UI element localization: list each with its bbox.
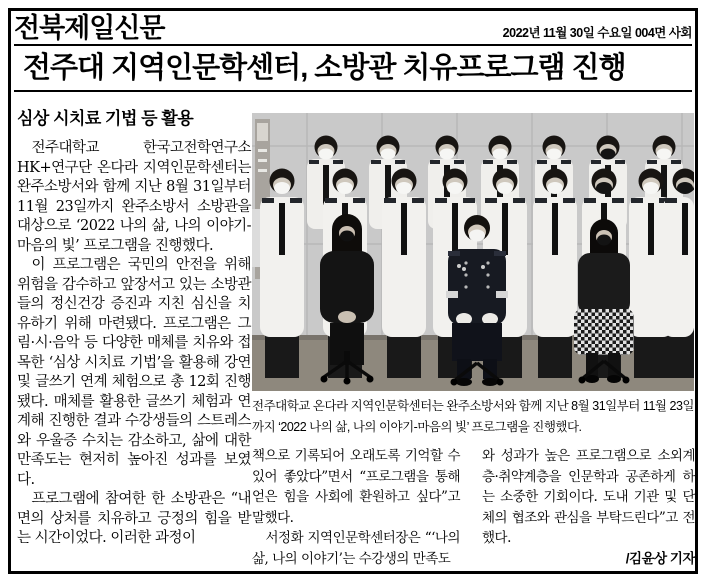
group-photo-svg bbox=[252, 113, 694, 391]
reporter-byline: /김윤상 기자 bbox=[625, 550, 695, 566]
masthead bbox=[14, 11, 692, 46]
article-column-2 bbox=[252, 446, 460, 569]
paragraph: 이 프로그램은 국민의 안전을 위해 위험을 감수하고 앞장서고 있는 소방관들의 정신건강 증진과 지친 심신을 치유하기 위해 마련됐다. 프로그램은 그림·시·음악 등 다양한 매체를 치유와 접목한 ‘심상 시치료 기법’을 활용해 강연 및 글쓰기 연계 체험으로 총 12회 진행됐다. 매체를 활용한 글쓰기 체험과 연계해 진행한 결과 수강생들의 스트레스와 우울증 수치는 감소하고, 삶에 대한 만족도는 현저히 높아진 성과를 보였다. bbox=[17, 257, 251, 488]
photo-caption: 전주대학교 온다라 지역인문학센터는 완주소방서와 함께 지난 8월 31일부터 11월 23일까지 ‘2022 나의 삶, 나의 이야기-마음의 빛’ 프로그램을 진행했다. bbox=[252, 399, 694, 434]
article-column-3 bbox=[482, 446, 695, 569]
paragraph: 와 성과가 높은 프로그램으로 소외계층·취약계층을 인문학과 공존하게 하는 소중한 기회이다. 도내 기관 및 단체의 협조와 관심을 부탁드린다”고 전했다. bbox=[482, 448, 695, 546]
article-subhead: 심상 시치료 기법 등 활용 bbox=[17, 109, 194, 128]
paragraph: 프로그램에 참여한 한 소방관은 “내면의 상처를 치유하고 긍정의 힘을 받는 시간이었다. 이러한 과정이 bbox=[17, 491, 251, 546]
paragraph: 서정화 지역인문학센터장은 “‘나의 삶, 나의 이야기’는 수강생의 만족도 bbox=[252, 530, 460, 567]
dateline: 2022년 11월 30일 수요일 004면 사회 bbox=[502, 26, 692, 40]
paragraph: 책으로 기록되어 오래도록 기억할 수 있어 좋았다”면서 “프로그램을 통해 얻은 힘을 사회에 환원하고 싶다”고 말했다. bbox=[252, 448, 460, 526]
paragraph: 전주대학교 한국고전학연구소 HK+연구단 온다라 지역인문학센터는 완주소방서와 함께 지난 8월 31일부터 11월 23일까지 완주소방서 소방관을 대상으로 ‘2022 나의 삶, 나의 이야기-마음의 빛’ 프로그램을 진행했다. bbox=[17, 140, 251, 254]
group-photo-image bbox=[252, 113, 694, 391]
newspaper-title: 전북제일신문 bbox=[14, 13, 165, 43]
page-border-frame bbox=[8, 8, 698, 574]
article-headline: 전주대 지역인문학센터, 소방관 치유프로그램 진행 bbox=[14, 46, 692, 92]
article-column-1 bbox=[17, 139, 251, 549]
